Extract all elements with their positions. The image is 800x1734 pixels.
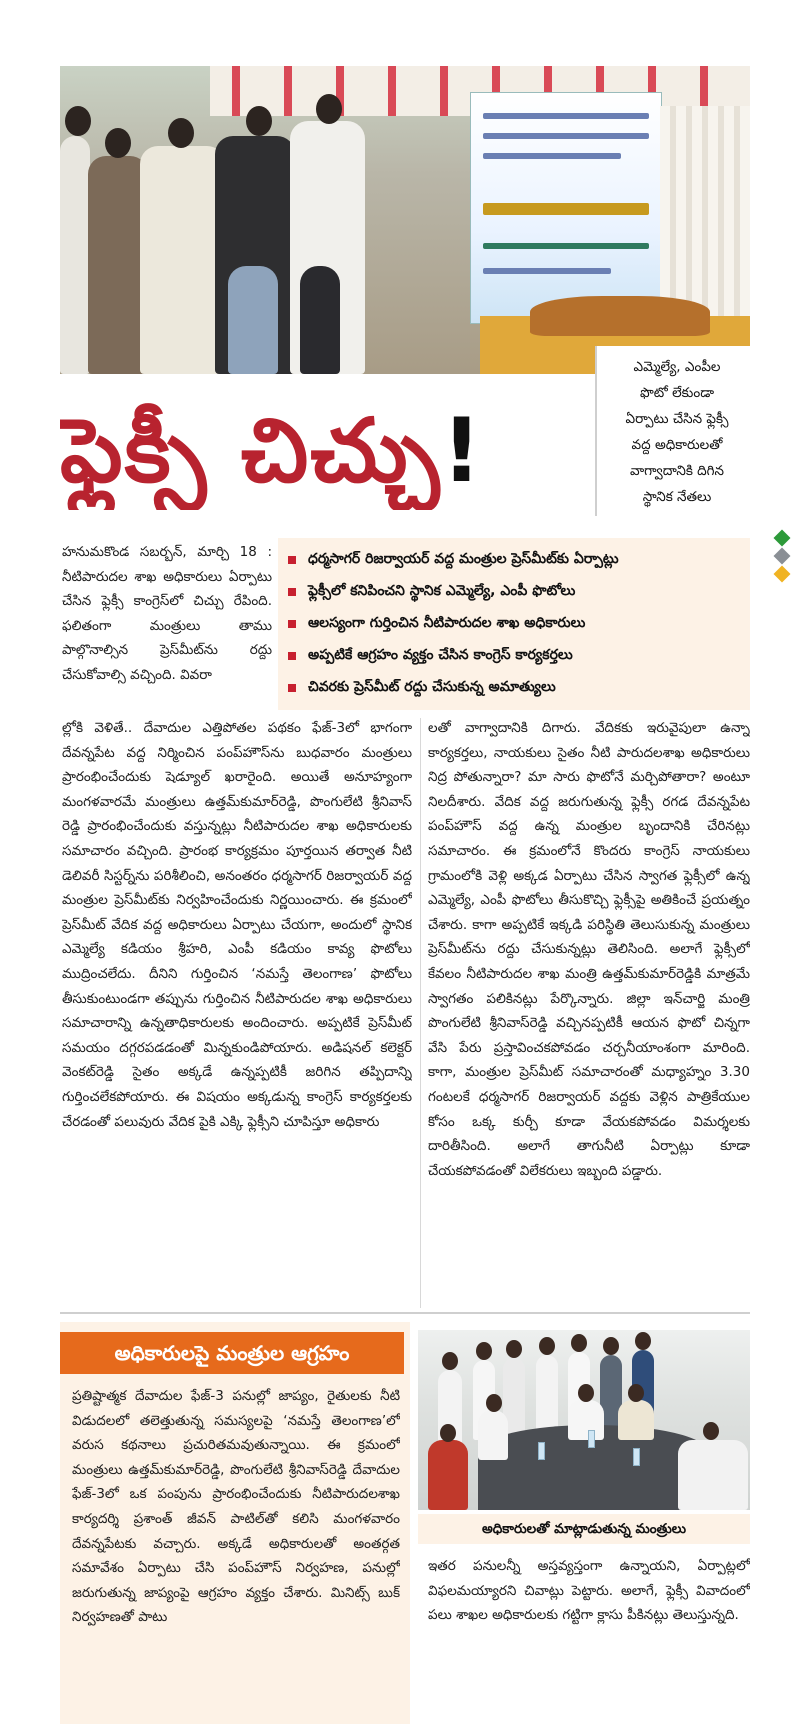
sidebar-story-text <box>72 1384 400 1714</box>
headline-bang: ! <box>441 399 484 502</box>
column-left-paragraph: ల్లోకి వెళితే.. దేవాదుల ఎత్తిపోతల పథకం ఫేజ్-3లో భాగంగా దేవన్నపేట వద్ద నిర్మించిన పంప్‌హౌస్‌ను బుధవారం మంత్రులు ప్రారంభించేందుకు షెడ్యూల్ ఖరారైంది. అయితే అనూహ్యంగా మంగళవారమే మంత్రులు ఉత్తమ్‌కుమార్‌రెడ్డి, పొంగులేటి శ్రీనివాస్ రెడ్డి ప్రారంభించేందుకు వస్తున్నట్లు నీటిపారుదల శాఖ అధికారులకు సమాచారం వచ్చింది. ప్రారంభ కార్యక్రమం పూర్తయిన తర్వాత నీటి డెలివరీ సిస్టర్న్‌ను పరిశీలించి, అనంతరం ధర్మసాగర్ రిజర్వాయర్ వద్ద మంత్రుల ప్రెస్‌మీట్‌కు నిర్వహించేందుకు నిర్ణయించారు. ఈ క్రమంలో ప్రెస్‌మీట్ వేదిక వద్ద అధికారులు ఏర్పాటు చేయగా, అందులో స్థానిక ఎమ్మెల్యే కడియం శ్రీహరి, ఎంపీ కడియం కావ్య ఫొటోలు ముద్రించలేదు. దీనిని గుర్తించిన ‘నమస్తే తెలంగాణ’ ఫొటోలు తీసుకుంటుండగా తప్పును గుర్తించిన నీటిపారుదల శాఖ అధికారులు సమాచారాన్ని ఉన్నతాధికారులకు అందించారు. అప్పటికే ప్రెస్‌మీట్ సమయం దగ్గరపడడంతో మిన్నకుండిపోయారు. అడిషనల్ కలెక్టర్ వెంకట్‌రెడ్డి సైతం అక్కడే ఉన్నప్పటికీ జరిగిన తప్పిదాన్ని గుర్తించలేకపోయారు. ఈ విషయం అక్కడున్న కాంగ్రెస్ కార్యకర్తలకు చేరడంతో పలువురు వేదిక పైకి ఎక్కి ఫ్లెక్సీని చూపిస్తూ అధికారు <box>62 720 412 1130</box>
caption-line: వద్ద అధికారులతో <box>631 437 723 453</box>
story-column-right <box>428 716 750 1306</box>
sidebar-story-continued <box>428 1554 750 1722</box>
column-right-paragraph: లతో వాగ్వాదానికి దిగారు. వేదికకు ఇరువైపులా ఉన్నా కార్యకర్తలు, నాయకులు సైతం నీటి పారుదలశాఖ అధికారులు నిద్ర పోతున్నారా? మా సారు ఫొటోనే మర్చిపోతారా? అంటూ నిలదీశారు. వేదిక వద్ద జరుగుతున్న ఫ్లెక్సీ రగడ దేవన్నపేట పంప్‌హౌస్ వద్ద ఉన్న మంత్రుల బృందానికి చేరినట్లు సమాచారం. ఈ క్రమంలోనే కొందరు కాంగ్రెస్ నాయకులు గ్రామంలోకి వెళ్లి అక్కడ ఏర్పాటు చేసిన స్వాగత ఫ్లెక్సీలో ఉన్న ఎమ్మెల్యే, ఎంపీ ఫొటోలు తీసుకొచ్చి ఫ్లెక్సీపై అతికించే ప్రయత్నం చేశారు. కాగా అప్పటికే ఇక్కడి పరిస్థితి తెలుసుకున్న మంత్రులు ప్రెస్‌మీట్‌ను రద్దు చేసుకున్నట్లు తెలిసింది. అలాగే ఫ్లెక్సీలో కేవలం నీటిపారుదల శాఖ మంత్రి ఉత్తమ్‌కుమార్‌రెడ్డికి మాత్రమే స్వాగతం పలికినట్లు పేర్కొన్నారు. జిల్లా ఇన్‌చార్జి మంత్రి పొంగులేటి శ్రీనివాస్‌రెడ్డి వచ్చినప్పటికీ ఆయన ఫొటో చిన్నగా వేసి పేరు ప్రస్తావించకపోవడం చర్చనీయాంశంగా మారింది. కాగా, మంత్రుల ప్రెస్‌మీట్ సమాచారంతో మధ్యాహ్నం 3.30 గంటలకే ధర్మసాగర్ రిజర్వాయర్ వద్దకు వెళ్లిన పాత్రికేయుల కోసం ఒక్క కుర్చీ కూడా వేయకపోవడం విమర్శలకు దారితీసింది. అలాగే తాగునీటి ఏర్పాట్లు కూడా చేయకపోవడంతో విలేకరులు ఇబ్బంది పడ్డారు. <box>428 720 750 1179</box>
highlight-item <box>278 672 750 704</box>
highlight-item <box>278 576 750 608</box>
caption-line: ఫొటో లేకుండా <box>640 385 714 401</box>
caption-line: ఎమ్మెల్యే, ఎంపీల <box>633 359 721 375</box>
photo-caption-top <box>595 346 757 516</box>
intro-paragraph: హనుమకొండ సబర్బన్, మార్చి 18 : నీటిపారుదల శాఖ అధికారులు ఏర్పాటు చేసిన ఫ్లెక్సీ కాంగ్రెస్‌లో చిచ్చు రేపింది. ఫలితంగా మంత్రులు తాము పాల్గొనాల్సిన ప్రెస్‌మీట్‌ను రద్దు చేసుకోవాల్సి వచ్చింది. వివరా <box>62 544 272 683</box>
highlight-text: అప్పటికే ఆగ్రహం వ్యక్తం చేసిన కాంగ్రెస్ కార్యకర్తలు <box>308 646 573 663</box>
headline <box>60 392 580 510</box>
section-markers <box>776 532 796 586</box>
highlight-text: చివరకు ప్రెస్‌మీట్ రద్దు చేసుకున్న అమాత్యులు <box>308 678 556 695</box>
sidebar-story-paragraph: ప్రతిష్టాత్మక దేవాదుల ఫేజ్-3 పనుల్లో జాప్యం, రైతులకు నీటి విడుదలలో తలెత్తుతున్న సమస్యలపై ‘నమస్తే తెలంగాణ’లో వరుస కథనాలు ప్రచురితమవుతున్నాయి. ఈ క్రమంలో మంత్రులు ఉత్తమ్‌కుమార్‌రెడ్డి, పొంగులేటి శ్రీనివాస్‌రెడ్డి దేవాదుల ఫేజ్-3లో ఒక పంపును ప్రారంభించేందుకు నీటిపారుదలశాఖ కార్యదర్శి ప్రశాంత్ జీవన్ పాటిల్‌తో కలిసి మంగళవారం దేవన్నపేటకు వచ్చారు. అక్కడే అధికారులతో అంతర్గత సమావేశం ఏర్పాటు చేసి పంప్‌హౌస్ నిర్వహణ, పనుల్లో జరుగుతున్న జాప్యంపై ఆగ్రహం వ్యక్తం చేశారు. మినిట్స్ బుక్ నిర్వహణతో పాటు <box>72 1388 400 1626</box>
sidebar-story-continued-paragraph: ఇతర పనులన్నీ అస్తవ్యస్తంగా ఉన్నాయని, ఏర్పాట్లలో విఫలమయ్యారని చివాట్లు పెట్టారు. అలాగే, ఫ్లెక్సీ వివాదంలో పలు శాఖల అధికారులకు గట్టిగా క్లాసు పీకినట్లు తెలుస్తున్నది. <box>428 1558 750 1624</box>
highlight-item <box>278 640 750 672</box>
news-photo-top <box>60 66 750 374</box>
photo-caption-meeting: అధికారులతో మాట్లాడుతున్న మంత్రులు <box>418 1514 750 1544</box>
highlight-item <box>278 544 750 576</box>
caption-line: ఏర్పాటు చేసిన ఫ్లెక్సీ <box>625 411 729 427</box>
caption-line: వాగ్వాదానికి దిగిన <box>629 463 725 479</box>
highlight-text: ధర్మసాగర్ రిజర్వాయర్ వద్ద మంత్రుల ప్రెస్‌మీట్‌కు ఏర్పాట్లు <box>308 550 619 567</box>
section-divider <box>60 1312 750 1314</box>
highlight-item <box>278 608 750 640</box>
story-intro <box>62 540 272 712</box>
highlights-box <box>278 538 750 710</box>
highlight-text: ఫ్లెక్సీలో కనిపించని స్థానిక ఎమ్మెల్యే, ఎంపీ ఫొటోలు <box>308 582 576 599</box>
news-photo-meeting <box>418 1330 750 1510</box>
headline-text: ఫ్లెక్సీ చిచ్చు <box>60 399 442 502</box>
caption-line: స్థానిక నేతలు <box>642 489 712 505</box>
column-divider <box>420 718 421 1308</box>
highlight-text: ఆలస్యంగా గుర్తించిన నీటిపారుదల శాఖ అధికారులు <box>308 614 586 631</box>
sub-heading: అధికారులపై మంత్రుల ఆగ్రహం <box>60 1332 404 1374</box>
story-column-left <box>62 716 412 1306</box>
